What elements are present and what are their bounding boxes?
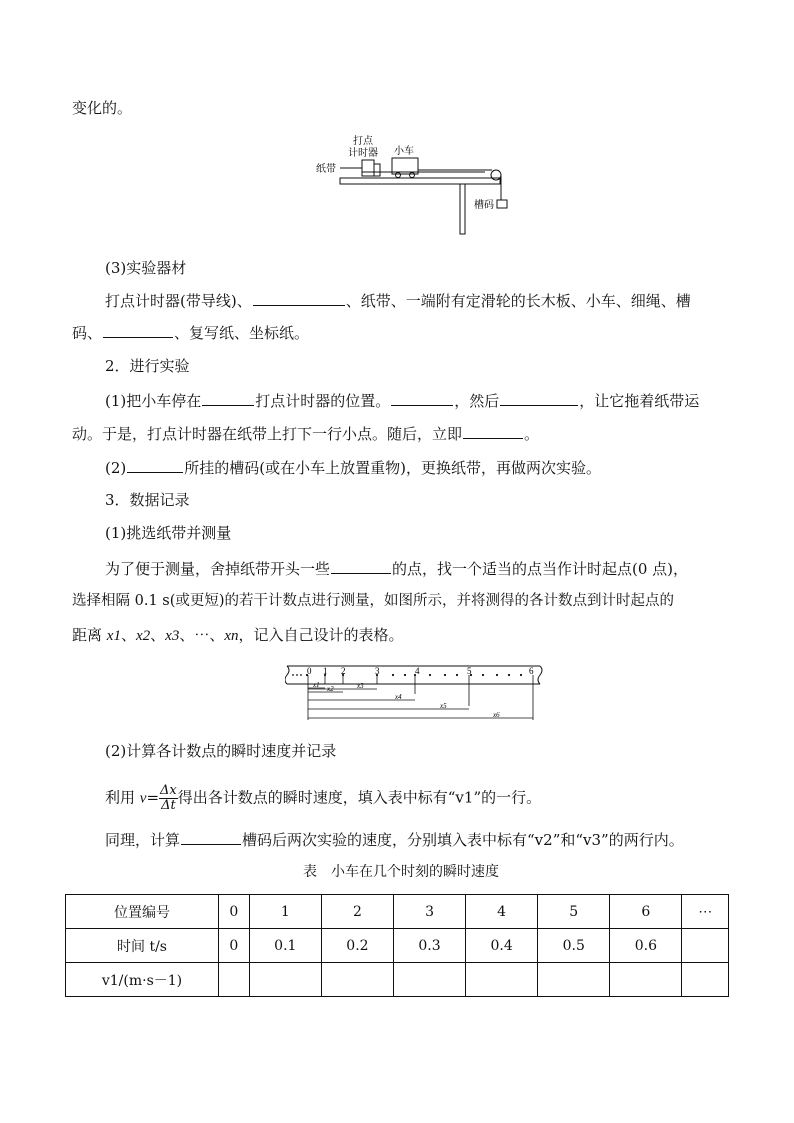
velocity-line-2: 同理，计算 槽码后两次实验的速度，分别填入表中标有“v2”和“v3”的两行内。 — [105, 831, 684, 849]
blank-fill[interactable] — [253, 290, 345, 306]
tape-point-1: 1 — [323, 666, 328, 676]
label-timer-line1: 打点 — [353, 136, 373, 147]
blank-fill[interactable] — [127, 457, 183, 473]
table-cell[interactable] — [610, 963, 682, 997]
tape-point-6: 6 — [529, 666, 534, 676]
table-row — [66, 895, 729, 929]
table-cell: ⋯ — [682, 895, 729, 929]
tape-point-4: 4 — [415, 666, 420, 676]
table-cell: 位置编号 — [66, 895, 219, 929]
subsection-2-title: (2)计算各计数点的瞬时速度并记录 — [105, 742, 337, 760]
distance-x2: x2 — [135, 628, 151, 644]
table-cell[interactable] — [219, 963, 250, 997]
distance-xn: xn — [224, 628, 239, 644]
table-cell[interactable] — [321, 963, 393, 997]
table-cell: 0 — [219, 929, 250, 963]
table-cell: 3 — [393, 895, 465, 929]
tape-seg-x4: x4 — [395, 693, 402, 701]
tape-point-0: 0 — [307, 666, 312, 676]
table-cell: 0.2 — [321, 929, 393, 963]
table-cell: 0.3 — [393, 929, 465, 963]
blank-fill[interactable] — [463, 423, 523, 439]
measure-line-3: 距离 x1、x2、x3、⋯、xn，记入自己设计的表格。 — [72, 626, 404, 644]
tape-point-3: 3 — [375, 666, 380, 676]
materials-line-1: 打点计时器(带导线)、 、纸带、一端附有定滑轮的长木板、小车、细绳、槽 — [105, 292, 691, 310]
table-cell[interactable] — [682, 963, 729, 997]
velocity-line-1: 利用 v= $\frac{\Delta x}{\Delta t}$ 得出各计数点的瞬时速度，填入表中标有“v1”的一行。 — [105, 783, 542, 813]
measure-line-1: 为了便于测量，舍掉纸带开头一些 的点，找一个适当的点当作计时起点(0 点)， — [105, 560, 689, 578]
table-row — [66, 963, 729, 997]
procedure-2: (2) 所挂的槽码(或在小车上放置重物)，更换纸带，再做两次实验。 — [105, 459, 601, 477]
table-cell: 1 — [249, 895, 321, 929]
table-cell: 6 — [610, 895, 682, 929]
distance-ellipsis: ⋯ — [194, 626, 210, 644]
blank-fill[interactable] — [391, 390, 453, 406]
tape-seg-x5: x5 — [440, 702, 447, 710]
label-tape: 纸带 — [316, 164, 336, 175]
blank-fill[interactable] — [103, 322, 173, 338]
table-cell[interactable] — [466, 963, 538, 997]
table-cell: 0 — [219, 895, 250, 929]
table-cell[interactable] — [538, 963, 610, 997]
table-cell[interactable] — [249, 963, 321, 997]
tape-seg-x2: x2 — [327, 685, 334, 693]
formula-fraction: $\frac{\Delta x}{\Delta t}$ — [160, 783, 177, 813]
blank-fill[interactable] — [500, 390, 578, 406]
apparatus-figure — [310, 132, 520, 240]
table-caption: 表 小车在几个时刻的瞬时速度 — [303, 864, 499, 880]
procedure-1-line-2: 动。于是，打点计时器在纸带上打下一行小点。随后，立即 。 — [72, 425, 540, 443]
velocity-table — [65, 894, 729, 997]
table-cell[interactable] — [393, 963, 465, 997]
table-row — [66, 929, 729, 963]
table-cell: 5 — [538, 895, 610, 929]
distance-x1: x1 — [106, 628, 121, 644]
procedure-1-line-1: (1)把小车停在 打点计时器的位置。 ，然后 ，让它拖着纸带运 — [105, 392, 700, 410]
formula-v: v — [139, 790, 147, 807]
subsection-1-title: (1)挑选纸带并测量 — [105, 524, 232, 542]
tape-seg-x1: x1 — [313, 681, 320, 689]
section-3-title: 3．数据记录 — [105, 491, 190, 509]
section-2-title: 2．进行实验 — [105, 357, 190, 375]
table-cell — [682, 929, 729, 963]
materials-line-2: 码、 、复写纸、坐标纸。 — [72, 324, 310, 342]
measure-line-2: 选择相隔 0.1 s(或更短)的若干计数点进行测量，如图所示，并将测得的各计数点到计时起点的 — [72, 593, 675, 609]
materials-title: (3)实验器材 — [105, 259, 187, 277]
blank-fill[interactable] — [202, 390, 254, 406]
table-cell: 2 — [321, 895, 393, 929]
table-cell: 4 — [466, 895, 538, 929]
tape-seg-x3: x3 — [357, 682, 364, 690]
label-cart: 小车 — [394, 146, 414, 157]
table-cell: 时间 t/s — [66, 929, 219, 963]
paper-tape-figure — [285, 662, 545, 726]
tape-point-5: 5 — [467, 666, 472, 676]
table-cell: 0.1 — [249, 929, 321, 963]
distance-x3: x3 — [165, 628, 180, 644]
table-cell: v1/(m·s－1) — [66, 963, 219, 997]
label-weight: 槽码 — [474, 200, 494, 211]
tape-point-2: 2 — [341, 666, 346, 676]
blank-fill[interactable] — [181, 829, 241, 845]
tape-seg-x6: x6 — [493, 711, 500, 719]
label-timer-line2: 计时器 — [348, 148, 378, 159]
blank-fill[interactable] — [331, 558, 391, 574]
table-cell: 0.4 — [466, 929, 538, 963]
table-cell: 0.5 — [538, 929, 610, 963]
table-cell: 0.6 — [610, 929, 682, 963]
intro-tail: 变化的。 — [72, 99, 133, 117]
